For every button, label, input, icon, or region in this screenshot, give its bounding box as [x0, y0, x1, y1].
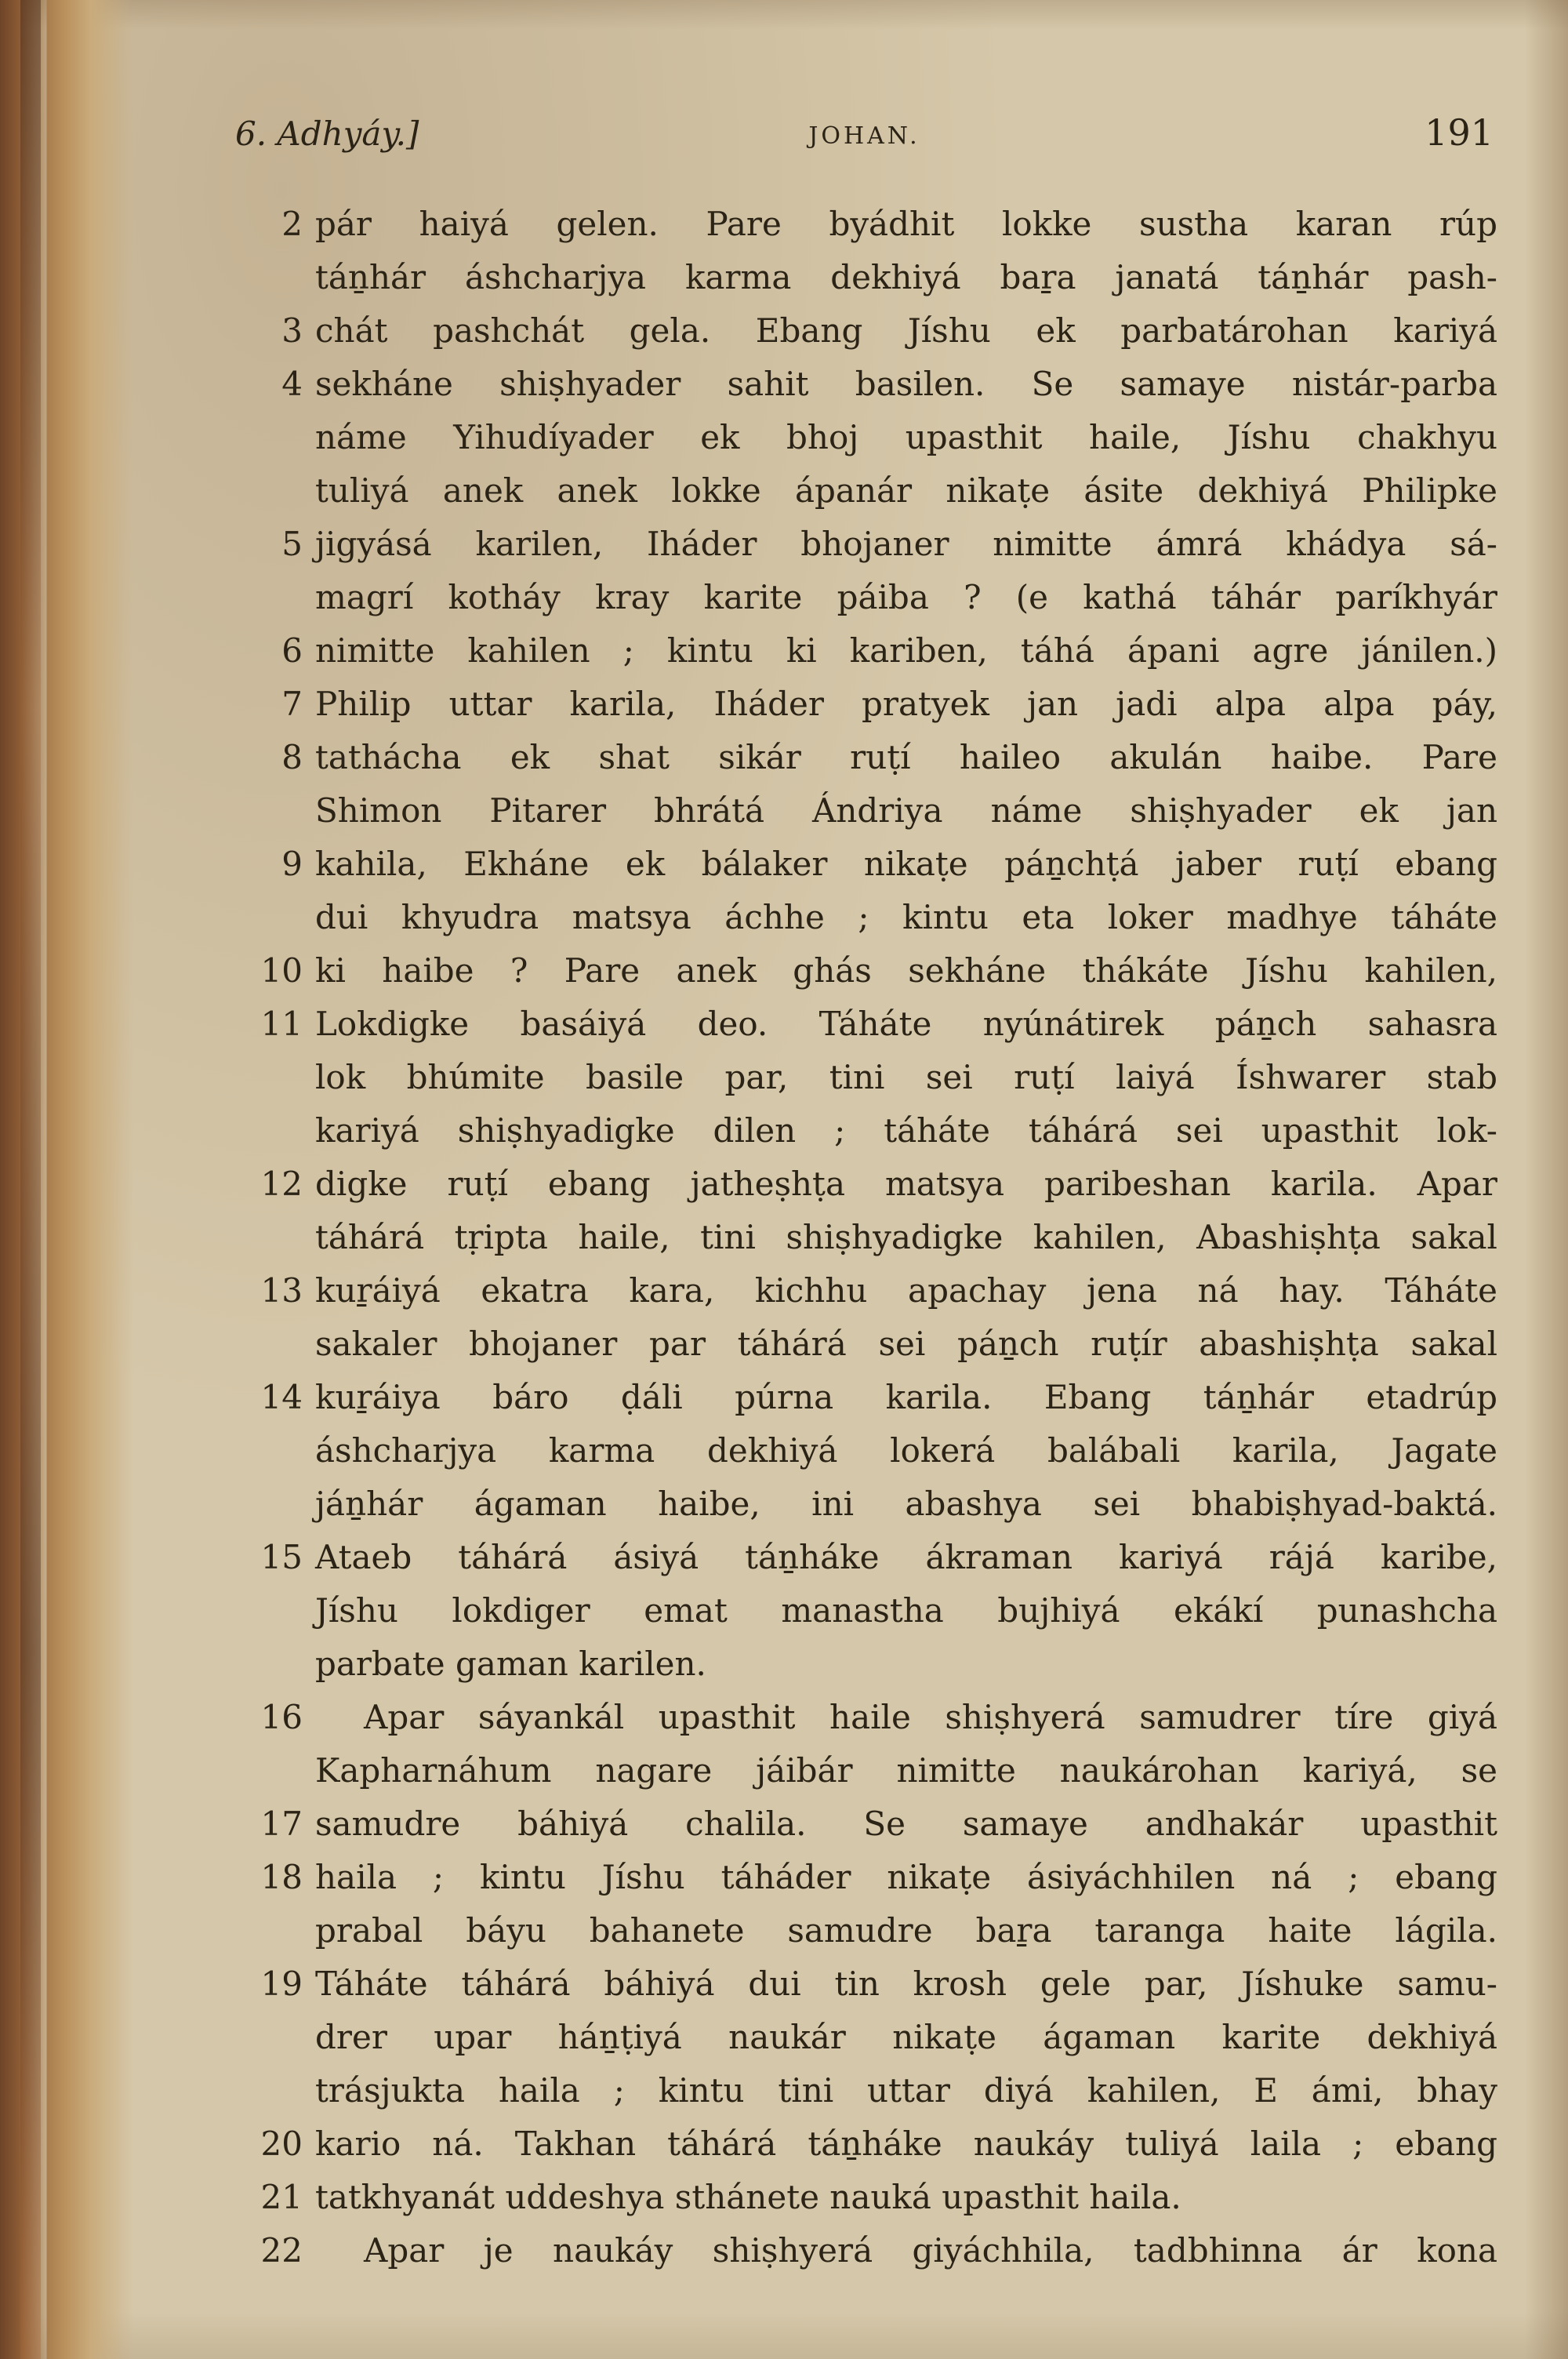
verse-number: 5 — [281, 525, 303, 563]
verse-text: samudre báhiyá chalila. Se samaye andhakár upasthit — [315, 1805, 1497, 1843]
text-line — [252, 1637, 1497, 1691]
text-line — [252, 1158, 1497, 1211]
text-line — [252, 358, 1497, 411]
verse-text: Kapharnáhum nagare jáibár nimitte naukárohan kariyá, se — [315, 1751, 1497, 1790]
verse-text: kario ná. Takhan táhárá táṉháke naukáy tuliyá laila ; ebang — [315, 2125, 1497, 2163]
verse-text: Lokdigke basáiyá deo. Táháte nyúnátirek páṉch sahasra — [315, 1005, 1497, 1043]
text-line — [252, 838, 1497, 891]
verse-number: 13 — [260, 1271, 303, 1310]
verse-text: tathácha ek shat sikár ruṭí haileo akulán haibe. Pare — [315, 738, 1497, 776]
verse-text: Jíshu lokdiger emat manastha bujhiyá ekákí punashcha — [315, 1591, 1497, 1630]
text-line — [252, 1318, 1497, 1371]
verse-text: áshcharjya karma dekhiyá lokerá balábali karila, Jagate — [315, 1431, 1497, 1470]
text-line — [252, 571, 1497, 624]
verse-number: 12 — [260, 1165, 303, 1203]
page-binding-shadow — [20, 0, 41, 2359]
chapter-heading: 6. Adhyáy.] — [235, 114, 419, 153]
verse-number: 4 — [281, 365, 303, 403]
verse-text: kahila, Ekháne ek bálaker nikaṭe páṉchṭá jaber ruṭí ebang — [315, 845, 1497, 883]
verse-number: 11 — [260, 1005, 303, 1043]
verse-number: 2 — [281, 205, 303, 243]
verse-text: trásjukta haila ; kintu tini uttar diyá kahilen, E ámi, bhay — [315, 2071, 1497, 2110]
verse-number: 22 — [260, 2231, 303, 2270]
verse-text: digke ruṭí ebang jatheṣhṭa matsya paribeshan karila. Apar — [315, 1165, 1497, 1203]
text-line — [252, 304, 1497, 358]
verse-text: Apar je naukáy shiṣhyerá giyáchhila, tadbhinna ár kona — [364, 2231, 1497, 2270]
verse-text: magrí kotháy kray karite páiba ? (e kathá táhár paríkhyár — [315, 578, 1497, 616]
text-line — [252, 1584, 1497, 1637]
verse-text: Ataeb táhárá ásiyá táṉháke ákraman kariyá rájá karibe, — [315, 1538, 1497, 1576]
verse-number: 10 — [260, 951, 303, 990]
verse-text: prabal báyu bahanete samudre baṟa taranga haite lágila. — [315, 1911, 1497, 1950]
verse-text: dui khyudra matsya áchhe ; kintu eta loker madhye táháte — [315, 898, 1497, 936]
text-line — [252, 2224, 1497, 2277]
verse-text: Táháte táhárá báhiyá dui tin krosh gele par, Jíshuke samu- — [315, 1965, 1497, 2003]
verse-text: chát pashchát gela. Ebang Jíshu ek parbatárohan kariyá — [315, 311, 1497, 350]
verse-number: 17 — [260, 1805, 303, 1843]
verse-text: kariyá shiṣhyadigke dilen ; táháte táhárá sei upasthit lok- — [315, 1111, 1497, 1150]
verse-text: drer upar háṉṭiyá naukár nikaṭe ágaman karite dekhiyá — [315, 2018, 1497, 2056]
text-line — [252, 1424, 1497, 1478]
text-line — [252, 1531, 1497, 1584]
verse-text: sekháne shiṣhyader sahit basilen. Se samaye nistár-parba — [315, 365, 1497, 403]
text-line — [252, 1744, 1497, 1797]
text-line — [252, 784, 1497, 838]
verse-number: 9 — [281, 845, 303, 883]
text-line — [252, 1104, 1497, 1158]
text-line — [252, 1478, 1497, 1531]
text-line — [252, 518, 1497, 571]
text-line — [252, 1851, 1497, 1904]
text-line — [252, 1691, 1497, 1744]
verse-text: ki haibe ? Pare anek ghás sekháne thákáte Jíshu kahilen, — [315, 951, 1497, 990]
text-line — [252, 2171, 1497, 2224]
page-header — [235, 111, 1494, 165]
verse-text: sakaler bhojaner par táhárá sei páṉch ruṭír abashiṣhṭa sakal — [315, 1325, 1497, 1363]
verse-number: 16 — [260, 1698, 303, 1736]
verse-text: táhárá tṛipta haile, tini shiṣhyadigke kahilen, Abashiṣhṭa sakal — [315, 1218, 1497, 1256]
text-line — [252, 624, 1497, 678]
text-lines — [252, 198, 1497, 2277]
text-line — [252, 1371, 1497, 1424]
text-line — [252, 1211, 1497, 1264]
verse-text: Apar sáyankál upasthit haile shiṣhyerá samudrer tíre giyá — [364, 1698, 1497, 1736]
text-line — [252, 1797, 1497, 1851]
text-line — [252, 944, 1497, 998]
text-line — [252, 2011, 1497, 2064]
verse-text: jáṉhár ágaman haibe, ini abashya sei bhabiṣhyad-baktá. — [315, 1485, 1497, 1523]
text-line — [252, 731, 1497, 784]
verse-text: haila ; kintu Jíshu táháder nikaṭe ásiyáchhilen ná ; ebang — [315, 1858, 1497, 1896]
verse-text: parbate gaman karilen. — [315, 1645, 706, 1683]
verse-number: 6 — [281, 631, 303, 670]
running-title: JOHAN. — [808, 122, 920, 150]
verse-text: kuṟáiya báro ḍáli púrna karila. Ebang táṉhár etadrúp — [315, 1378, 1497, 1416]
text-line — [252, 891, 1497, 944]
verse-text: Philip uttar karila, Iháder pratyek jan jadi alpa alpa páy, — [315, 685, 1497, 723]
page-right-edge — [1525, 0, 1568, 2359]
verse-number: 8 — [281, 738, 303, 776]
verse-number: 21 — [260, 2178, 303, 2216]
verse-number: 15 — [260, 1538, 303, 1576]
text-line — [252, 998, 1497, 1051]
text-line — [252, 1904, 1497, 1957]
text-line — [252, 251, 1497, 304]
verse-text: pár haiyá gelen. Pare byádhit lokke sustha karan rúp — [315, 205, 1497, 243]
verse-text: Shimon Pitarer bhrátá Ándriya náme shiṣhyader ek jan — [315, 791, 1497, 830]
verse-text: náme Yihudíyader ek bhoj upasthit haile, Jíshu chakhyu — [315, 418, 1497, 456]
text-line — [252, 198, 1497, 251]
verse-number: 18 — [260, 1858, 303, 1896]
text-line — [252, 1264, 1497, 1318]
verse-text: lok bhúmite basile par, tini sei ruṭí laiyá Íshwarer stab — [315, 1058, 1497, 1096]
text-line — [252, 411, 1497, 464]
verse-text: jigyásá karilen, Iháder bhojaner nimitte ámrá khádya sá- — [315, 525, 1497, 563]
verse-text: táṉhár áshcharjya karma dekhiyá baṟa janatá táṉhár pash- — [315, 258, 1497, 296]
verse-number: 7 — [281, 685, 303, 723]
verse-number: 14 — [260, 1378, 303, 1416]
verse-text: kuṟáiyá ekatra kara, kichhu apachay jena ná hay. Táháte — [315, 1271, 1497, 1310]
verse-number: 3 — [281, 311, 303, 350]
verse-text: tatkhyanát uddeshya sthánete nauká upasthit haila. — [315, 2178, 1181, 2216]
verse-text: tuliyá anek anek lokke ápanár nikaṭe ásite dekhiyá Philipke — [315, 471, 1497, 510]
page-number: 191 — [1425, 111, 1494, 154]
text-line — [252, 2117, 1497, 2171]
text-line — [252, 2064, 1497, 2117]
verse-text: nimitte kahilen ; kintu ki kariben, táhá ápani agre jánilen.) — [315, 631, 1497, 670]
text-line — [252, 1957, 1497, 2011]
text-line — [252, 464, 1497, 518]
text-line — [252, 1051, 1497, 1104]
text-line — [252, 678, 1497, 731]
verse-number: 19 — [260, 1965, 303, 2003]
verse-number: 20 — [260, 2125, 303, 2163]
